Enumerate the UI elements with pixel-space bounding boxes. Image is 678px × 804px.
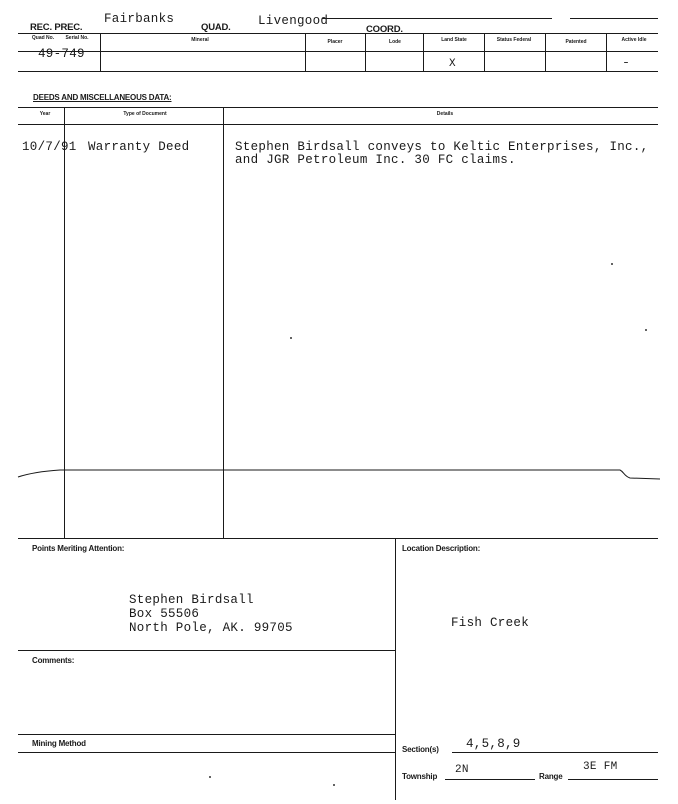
township-label: Township xyxy=(402,772,438,781)
col-land-state: Land State xyxy=(441,37,467,43)
stray-mark xyxy=(333,784,335,786)
stray-mark xyxy=(624,62,628,63)
col-details: Details xyxy=(436,111,454,117)
claim-col-divider xyxy=(100,33,101,71)
deed-details-line1: Stephen Birdsall conveys to Keltic Enterprises, Inc., xyxy=(235,140,649,154)
col-status-federal: Status Federal xyxy=(496,37,532,43)
contact-name: Stephen Birdsall xyxy=(129,593,254,607)
claim-table-header-rule xyxy=(18,51,658,52)
stray-mark xyxy=(611,263,613,265)
stray-mark xyxy=(645,329,647,331)
claim-col-divider xyxy=(484,33,485,71)
deeds-header-rule xyxy=(18,124,658,125)
claim-col-divider xyxy=(305,33,306,71)
contact-city: North Pole, AK. 99705 xyxy=(129,621,293,635)
col-lode: Lode xyxy=(389,39,401,45)
sections-rule xyxy=(452,752,658,753)
claim-table-top-rule xyxy=(18,33,658,34)
rec-prec-value: Fairbanks xyxy=(104,12,175,26)
deeds-top-rule xyxy=(18,107,658,108)
township-rule xyxy=(445,779,535,780)
location-value: Fish Creek xyxy=(451,616,530,630)
claim-col-divider xyxy=(545,33,546,71)
comments-top-rule xyxy=(18,650,395,651)
sections-value: 4,5,8,9 xyxy=(466,737,521,751)
bottom-section-top-rule xyxy=(18,538,658,539)
col-patented: Patented xyxy=(565,39,587,45)
header-rule-right xyxy=(570,18,658,19)
stray-mark xyxy=(209,776,211,778)
rec-prec-label: REC. PREC. xyxy=(30,22,83,33)
quad-label: QUAD. xyxy=(201,22,231,33)
quad-value: Livengood xyxy=(258,14,329,28)
col-serial-no: Serial No. xyxy=(65,35,89,41)
range-label: Range xyxy=(539,772,563,781)
col-quad-no: Quad No. xyxy=(31,35,55,41)
page-overlap-line xyxy=(0,462,678,486)
sections-label: Section(s) xyxy=(402,745,439,754)
comments-label: Comments: xyxy=(32,656,75,665)
claim-table-bottom-rule xyxy=(18,71,658,72)
claim-col-divider xyxy=(606,33,607,71)
col-placer: Placer xyxy=(327,39,343,45)
location-description-label: Location Description: xyxy=(402,544,481,553)
range-value: 3E FM xyxy=(583,761,618,773)
deed-year: 10/7/91 xyxy=(22,140,77,154)
deed-details-line2: and JGR Petroleum Inc. 30 FC claims. xyxy=(235,153,516,167)
bottom-section-divider xyxy=(395,538,396,800)
stray-mark xyxy=(290,337,292,339)
quad-serial-value: 49-749 xyxy=(38,47,85,61)
col-active-idle: Active Idle xyxy=(621,37,647,43)
points-meriting-attention-label: Points Meriting Attention: xyxy=(32,544,125,553)
header-rule xyxy=(322,18,552,19)
land-state-mark: X xyxy=(449,58,456,70)
mining-method-rule xyxy=(18,752,395,753)
mining-method-top-rule xyxy=(18,734,395,735)
contact-address: Box 55506 xyxy=(129,607,200,621)
claim-col-divider xyxy=(365,33,366,71)
col-year: Year xyxy=(39,111,51,117)
coord-label: COORD. xyxy=(366,24,403,35)
col-type-of-document: Type of Document xyxy=(123,111,167,117)
deeds-section-title: DEEDS AND MISCELLANEOUS DATA: xyxy=(33,93,172,102)
mining-method-label: Mining Method xyxy=(32,739,86,748)
col-mineral: Mineral xyxy=(191,37,209,43)
claim-col-divider xyxy=(423,33,424,71)
deed-type: Warranty Deed xyxy=(88,140,190,154)
township-value: 2N xyxy=(455,764,469,776)
range-rule xyxy=(568,779,658,780)
